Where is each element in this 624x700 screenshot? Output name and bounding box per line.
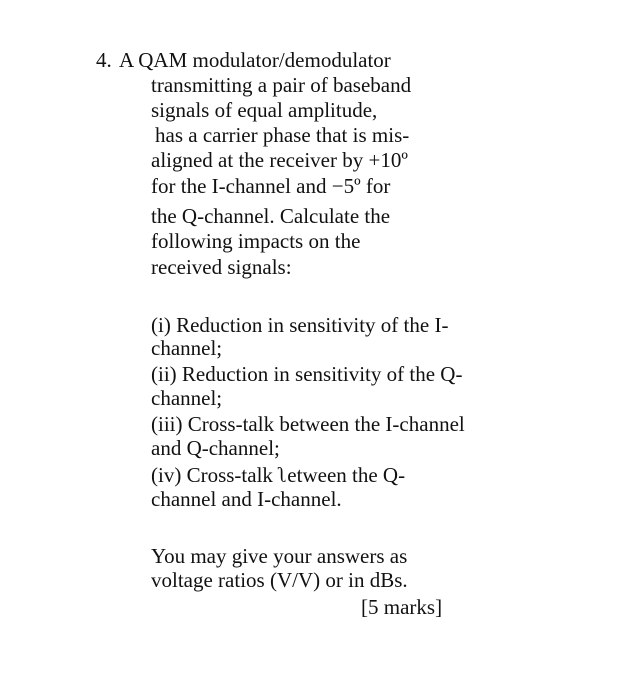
answer-note-line-1: You may give your answers as — [151, 544, 408, 568]
sub-question-iii-line-1: (iii) Cross-talk between the I-channel — [151, 412, 465, 436]
question-number: 4. — [96, 48, 112, 72]
question-text-line-1: A QAM modulator/demodulator — [119, 48, 391, 72]
question-text-line-7: the Q-channel. Calculate the — [151, 204, 391, 228]
sub-question-ii-line-2: channel; — [151, 386, 223, 410]
answer-note-line-2: voltage ratios (V/V) or in dBs. — [151, 568, 408, 592]
sub-question-i-line-2: channel; — [151, 336, 223, 360]
sub-question-ii-line-1: (ii) Reduction in sensitivity of the Q- — [151, 362, 463, 386]
question-text-line-4: has a carrier phase that is mis- — [155, 123, 410, 147]
question-text-line-6: for the I-channel and −5º for — [151, 174, 391, 198]
sub-question-iii-line-2: and Q-channel; — [151, 436, 280, 460]
question-text-line-8: following impacts on the — [151, 229, 361, 253]
question-text-line-9: received signals: — [151, 255, 292, 279]
question-text-line-3: signals of equal amplitude, — [151, 98, 378, 122]
question-text-line-5: aligned at the receiver by +10º — [151, 148, 408, 172]
sub-question-iv-line-2: channel and I-channel. — [151, 487, 342, 511]
sub-question-i-line-1: (i) Reduction in sensitivity of the I- — [151, 313, 449, 337]
marks-label: [5 marks] — [361, 595, 443, 619]
question-text-line-2: transmitting a pair of baseband — [151, 73, 412, 97]
sub-question-iv-line-1: (iv) Cross-talk ʅetween the Q- — [151, 463, 406, 487]
